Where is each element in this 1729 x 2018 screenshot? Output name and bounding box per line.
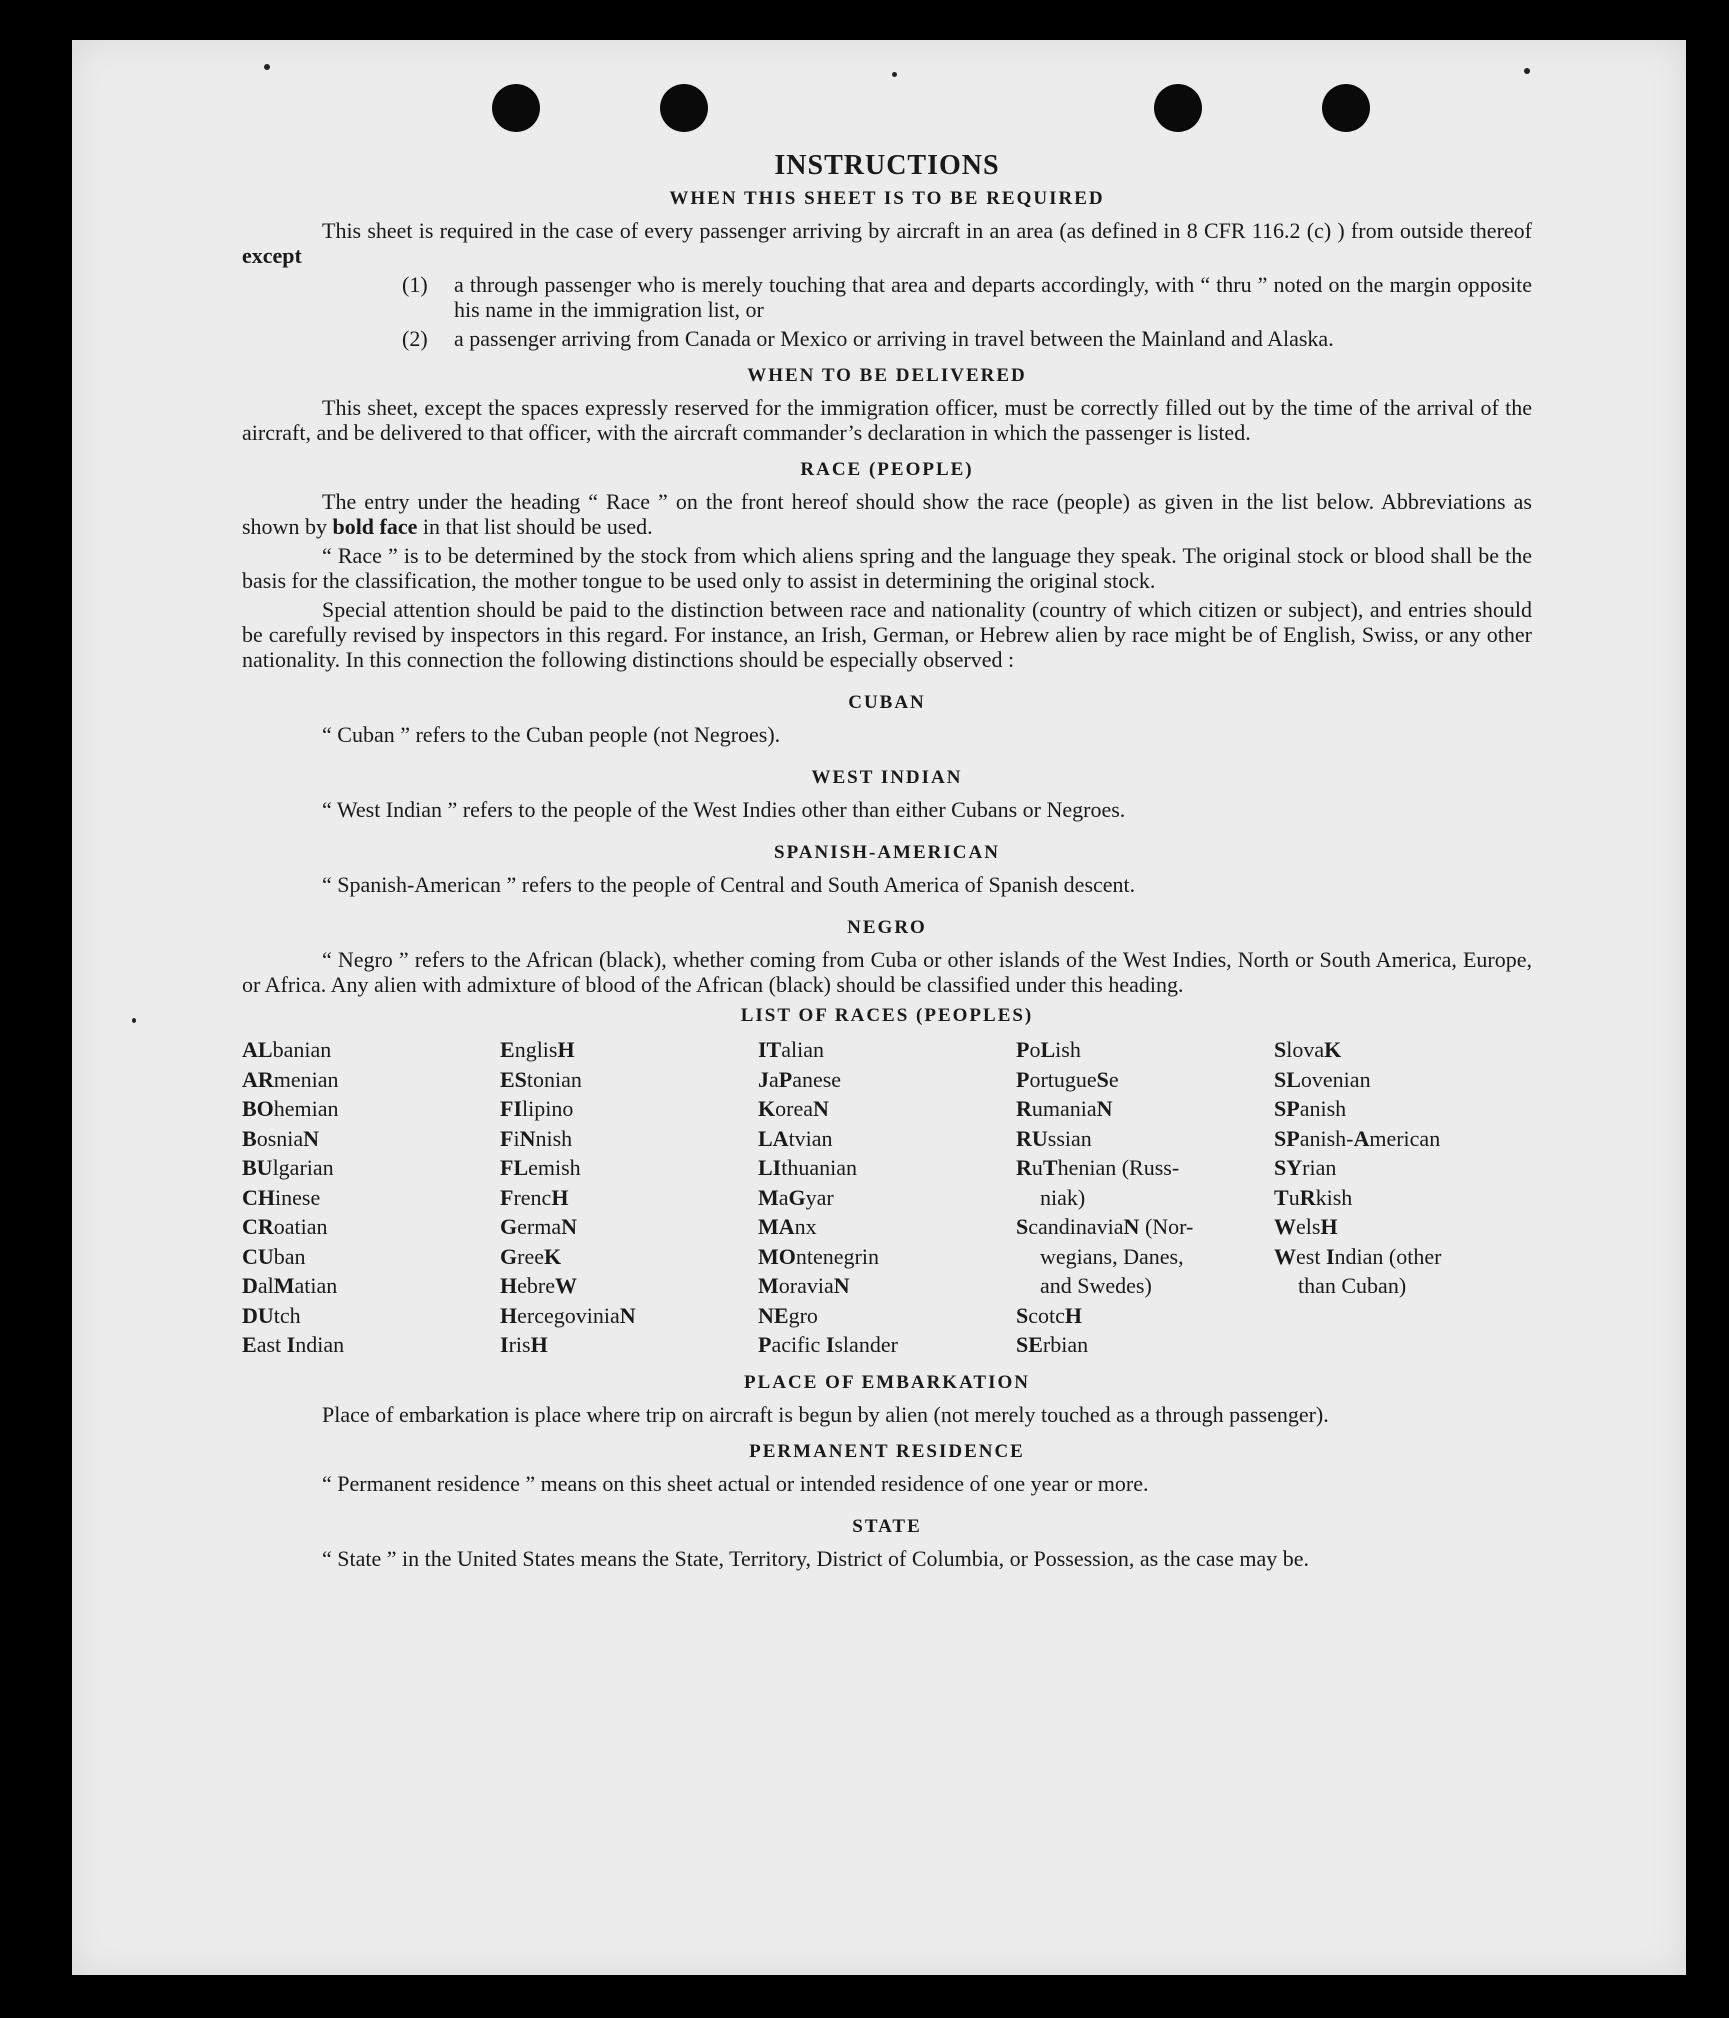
- when-required-intro: [242, 218, 1532, 268]
- race-entry: WelsH: [1274, 1214, 1338, 1239]
- cuban-text: “ Cuban ” refers to the Cuban people (not Negroes).: [322, 722, 781, 747]
- when-delivered-text: This sheet, except the spaces expressly reserved for the immigration officer, must be correctly filled out by the time of the arrival of the aircraft, and be delivered to that officer, with the aircraft commander’s declaration in which the passenger is listed.: [242, 395, 1532, 445]
- exception-item: [402, 326, 1532, 351]
- race-paragraph-3: Special attention should be paid to the distinction between race and nationality (country of which citizen or subject), and entries should be carefully revised by inspectors in this regard. For instance, an Irish, German, or Hebrew alien by race might be of English, Swiss, or any other nationality. In this connection the following distinctions should be especially observed :: [242, 597, 1532, 672]
- race-entry: MOntenegrin: [758, 1243, 879, 1269]
- intro-bold: except: [242, 243, 302, 268]
- race-entry: GreeK: [500, 1243, 562, 1269]
- race-paragraph-2: “ Race ” is to be determined by the stock from which aliens spring and the language they speak. The original stock or blood shall be the basis for the classification, the mother tongue to be used only to assist in determining the original stock.: [242, 543, 1532, 593]
- document-page: [72, 40, 1686, 1975]
- heading-when-required: WHEN THIS SHEET IS TO BE REQUIRED: [669, 188, 1105, 209]
- races-column: [1274, 1035, 1532, 1360]
- embarkation-text: Place of embarkation is place where trip on aircraft is begun by alien (not merely touched as a through passenger).: [322, 1401, 1329, 1427]
- race-entry: and Swedes): [1040, 1273, 1152, 1298]
- race-entry: PoLish: [1016, 1037, 1081, 1062]
- race-entry: SPanish-American: [1274, 1125, 1441, 1151]
- heading-negro: NEGRO: [847, 917, 927, 938]
- race-p1-bold: bold face: [332, 514, 418, 539]
- punch-hole: [1154, 84, 1202, 132]
- race-entry: Pacific Islander: [758, 1332, 898, 1357]
- race-entry: JaPanese: [758, 1066, 842, 1092]
- race-entry: TuRkish: [1274, 1184, 1353, 1210]
- intro-text: This sheet is required in the case of every passenger arriving by aircraft in an area (as defined in 8 CFR 116.2 (c) ) from outside thereof: [322, 218, 1532, 243]
- race-entry: KoreaN: [758, 1096, 829, 1121]
- race-entry: SLovenian: [1274, 1066, 1371, 1092]
- punch-hole: [492, 84, 540, 132]
- race-entry: NEgro: [758, 1302, 818, 1328]
- race-entry: HebreW: [500, 1273, 577, 1298]
- races-list: [242, 1035, 1532, 1360]
- race-p1-tail: in that list should be used.: [422, 514, 653, 539]
- race-entry: FLemish: [500, 1155, 581, 1180]
- residence-text: “ Permanent residence ” means on this sheet actual or intended residence of one year or more.: [322, 1470, 1149, 1496]
- item-text: a passenger arriving from Canada or Mexico or arriving in travel between the Mainland and Alaska.: [454, 326, 1334, 351]
- west-indian-text: “ West Indian ” refers to the people of the West Indies other than either Cubans or Negroes.: [322, 797, 1126, 822]
- race-entry: IrisH: [500, 1332, 548, 1357]
- race-entry: MoraviaN: [758, 1273, 850, 1298]
- instructions-content: [242, 150, 1532, 1571]
- race-entry: wegians, Danes,: [1040, 1243, 1184, 1269]
- punch-hole: [1322, 84, 1370, 132]
- race-entry: RUssian: [1016, 1125, 1092, 1151]
- spanish-american-text: “ Spanish-American ” refers to the people of Central and South America of Spanish descent.: [322, 872, 1136, 897]
- races-column: [1016, 1035, 1274, 1360]
- race-entry: EStonian: [500, 1066, 582, 1092]
- heading-list-of-races: LIST OF RACES (PEOPLES): [740, 1005, 1034, 1026]
- speck: [132, 1018, 136, 1023]
- page-title: INSTRUCTIONS: [774, 150, 1000, 181]
- race-entry: EnglisH: [500, 1037, 575, 1062]
- races-column: [242, 1035, 500, 1360]
- race-entry: than Cuban): [1298, 1273, 1407, 1298]
- race-entry: RuThenian (Russ-: [1016, 1155, 1180, 1180]
- race-entry: FIlipino: [500, 1096, 574, 1121]
- race-p1-text: The entry under the heading “ Race ” on the front hereof should show the race (people) as given in the list below. Abbreviations as shown by: [242, 489, 1532, 539]
- race-paragraph-1: [242, 489, 1532, 539]
- race-entry: West Indian (other: [1274, 1243, 1442, 1269]
- punch-hole: [660, 84, 708, 132]
- negro-text: “ Negro ” refers to the African (black), whether coming from Cuba or other islands of the West Indies, North or South America, Europe, or Africa. Any alien with admixture of blood of the African (black) should be classified under this heading.: [242, 947, 1532, 997]
- race-entry: DalMatian: [242, 1273, 338, 1298]
- heading-race: RACE (PEOPLE): [800, 459, 974, 480]
- race-entry: SPanish: [1274, 1096, 1347, 1121]
- heading-embarkation: PLACE OF EMBARKATION: [744, 1371, 1030, 1393]
- race-entry: ScandinaviaN (Nor-: [1016, 1214, 1194, 1239]
- race-entry: HercegoviniaN: [500, 1302, 636, 1328]
- heading-spanish-american: SPANISH-AMERICAN: [774, 842, 1000, 863]
- race-entry: PortugueSe: [1016, 1066, 1119, 1092]
- race-entry: ScotcH: [1016, 1302, 1083, 1328]
- heading-west-indian: WEST INDIAN: [811, 767, 963, 788]
- race-entry: RumaniaN: [1016, 1096, 1113, 1121]
- exception-item: [402, 272, 1532, 322]
- race-entry: niak): [1040, 1184, 1086, 1210]
- races-column: [500, 1035, 758, 1360]
- race-entry: BUlgarian: [242, 1155, 334, 1180]
- race-entry: East Indian: [242, 1332, 345, 1357]
- state-text: “ State ” in the United States means the State, Territory, District of Columbia, or Possession, as the case may be.: [322, 1545, 1310, 1571]
- heading-state: STATE: [852, 1515, 922, 1537]
- races-column: [758, 1035, 1016, 1360]
- race-entry: BOhemian: [242, 1096, 339, 1121]
- race-entry: LAtvian: [758, 1125, 833, 1151]
- race-entry: BosniaN: [242, 1125, 320, 1151]
- race-entry: FrencH: [500, 1184, 569, 1210]
- heading-permanent-residence: PERMANENT RESIDENCE: [749, 1440, 1025, 1462]
- race-entry: SlovaK: [1274, 1037, 1342, 1062]
- race-entry: ARmenian: [242, 1066, 339, 1092]
- race-entry: CRoatian: [242, 1214, 328, 1239]
- race-entry: CUban: [242, 1243, 306, 1269]
- heading-when-delivered: WHEN TO BE DELIVERED: [747, 365, 1027, 386]
- item-number: (2): [402, 326, 428, 351]
- race-entry: ALbanian: [242, 1037, 332, 1062]
- race-entry: FiNnish: [500, 1125, 573, 1151]
- speck: [264, 64, 270, 70]
- race-entry: GermaN: [500, 1214, 577, 1239]
- race-entry: CHinese: [242, 1184, 321, 1210]
- race-entry: SYrian: [1274, 1155, 1337, 1180]
- heading-cuban: CUBAN: [848, 692, 926, 713]
- item-number: (1): [402, 272, 428, 297]
- speck: [892, 72, 897, 77]
- speck: [1524, 68, 1530, 74]
- race-entry: LIthuanian: [758, 1155, 858, 1180]
- race-entry: SErbian: [1016, 1332, 1089, 1357]
- race-entry: ITalian: [758, 1037, 825, 1062]
- race-entry: DUtch: [242, 1302, 301, 1328]
- item-text: a through passenger who is merely touching that area and departs accordingly, with “ thru ” noted on the margin opposite his name in the immigration list, or: [454, 272, 1532, 322]
- race-entry: MAnx: [758, 1214, 817, 1239]
- race-entry: MaGyar: [758, 1184, 834, 1210]
